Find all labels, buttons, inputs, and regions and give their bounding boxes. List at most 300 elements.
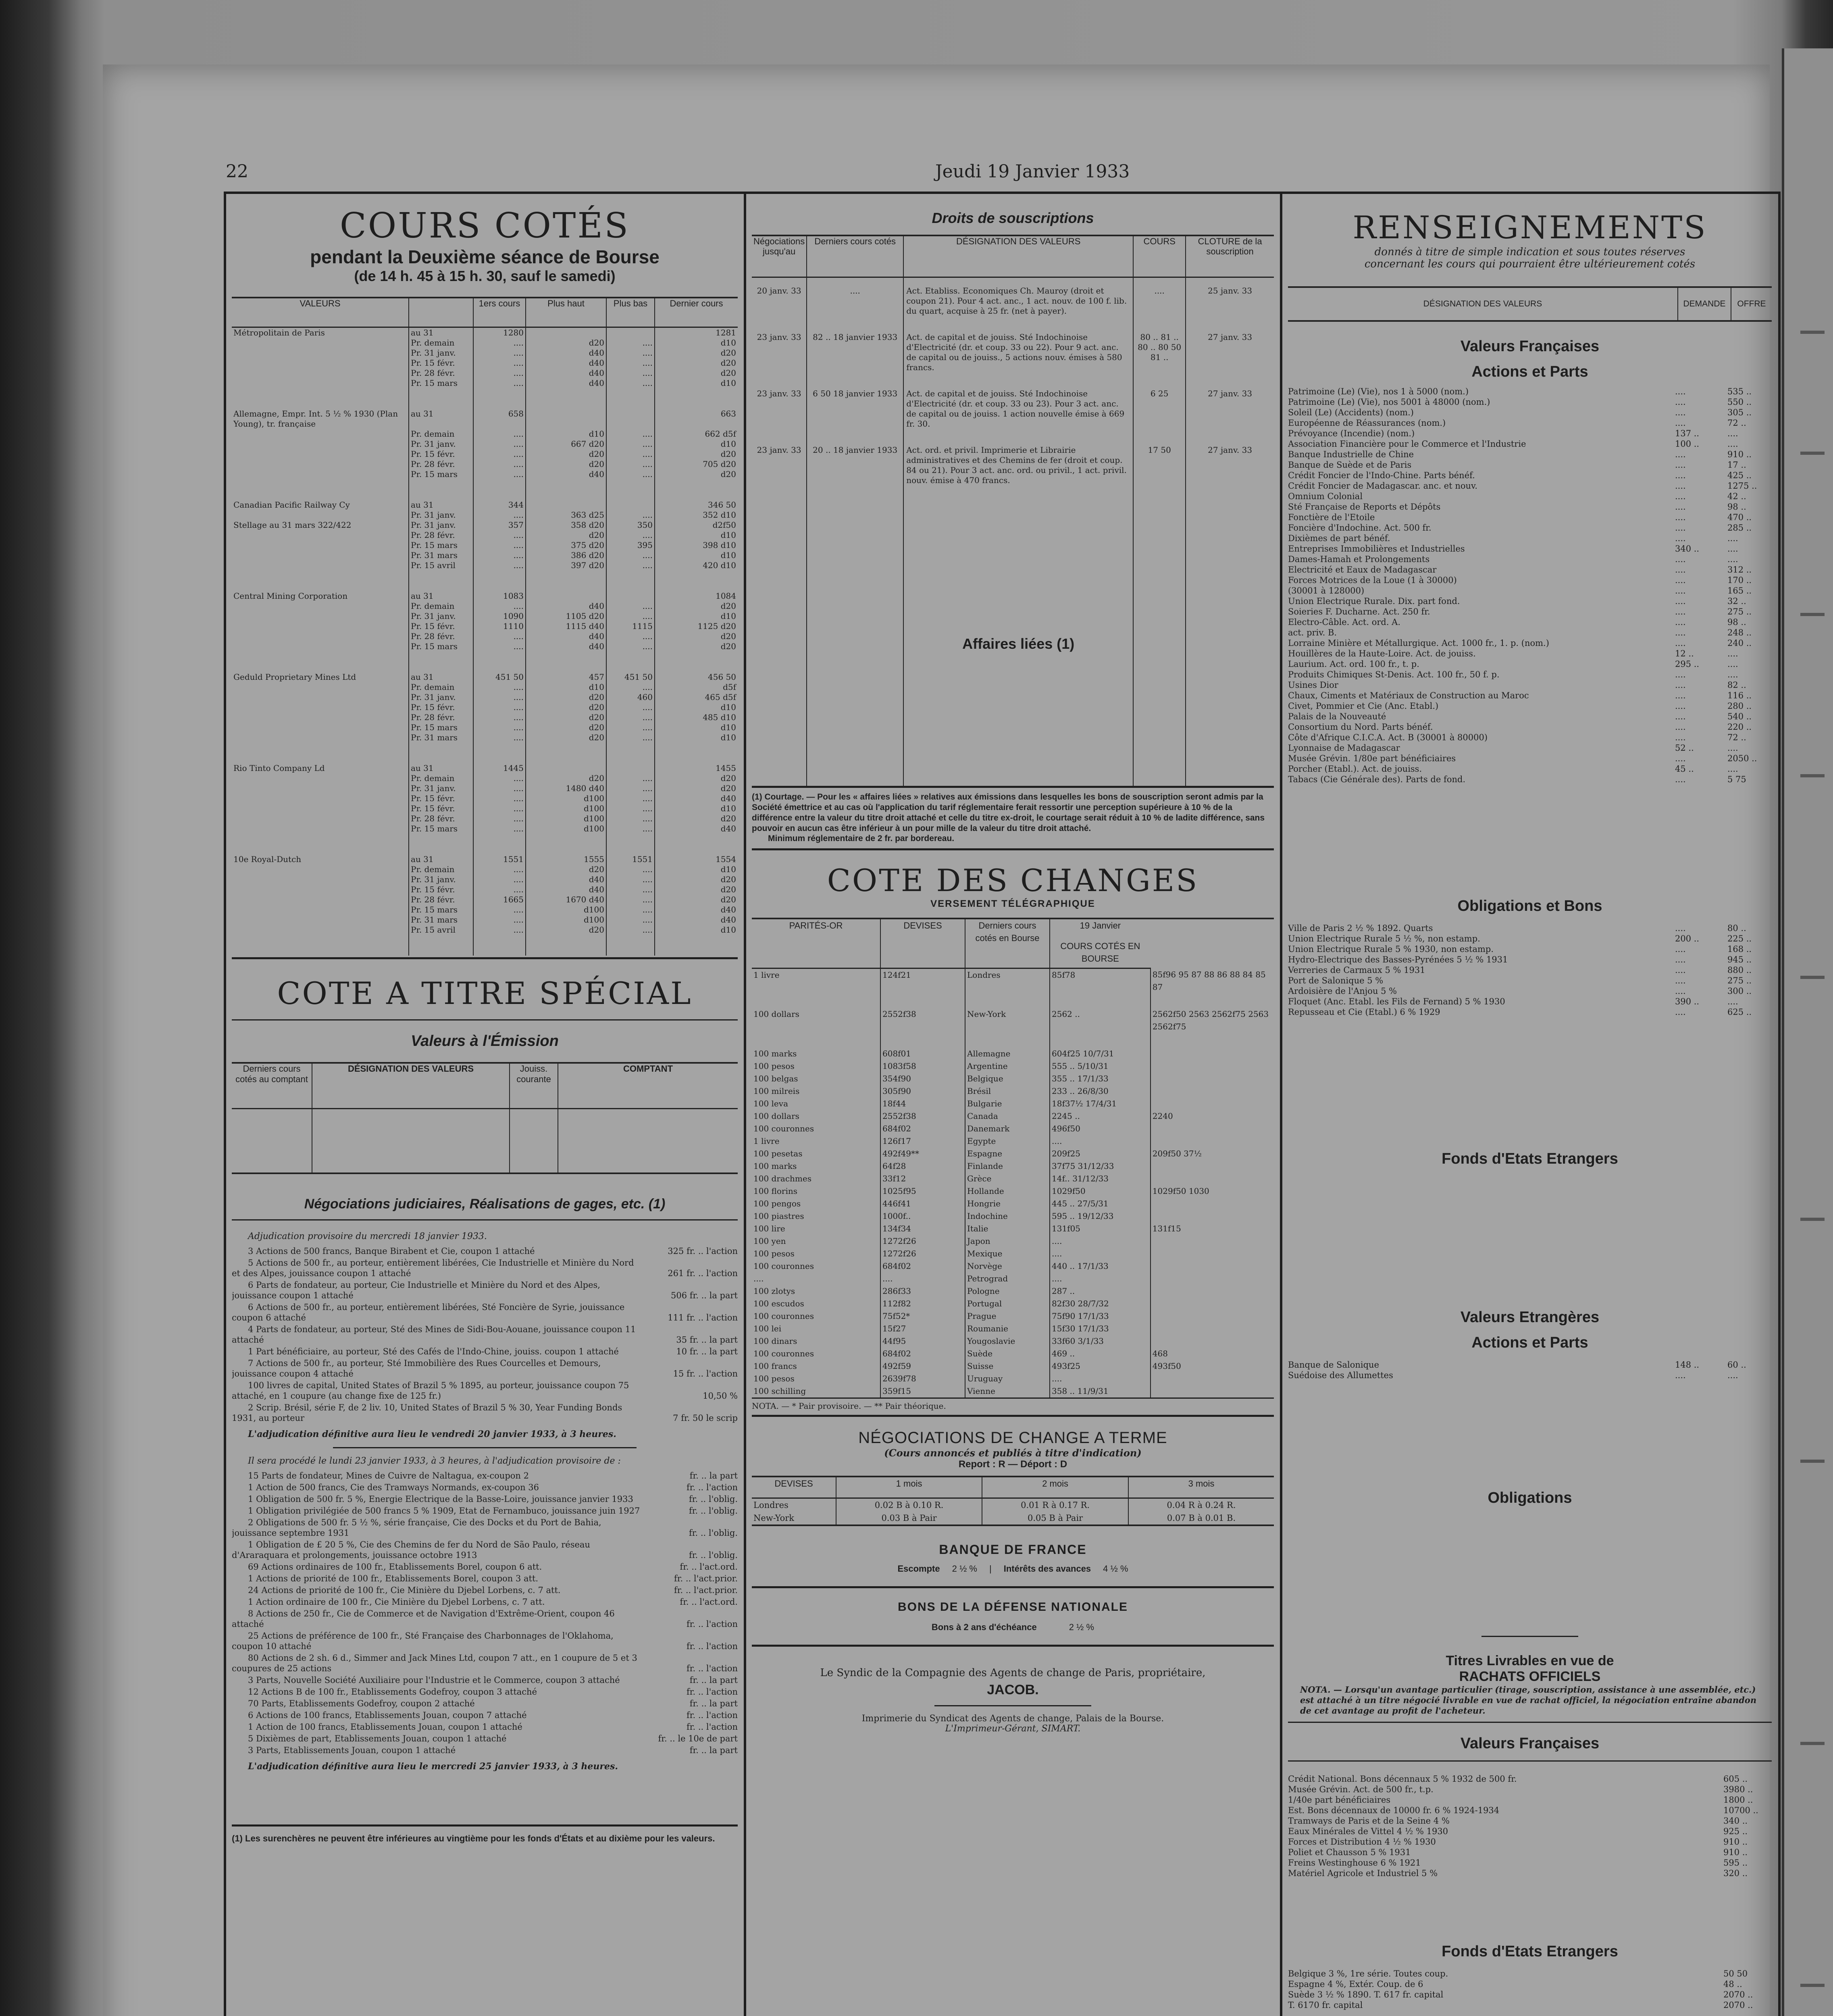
cell: 663 bbox=[655, 409, 738, 429]
list-item bbox=[232, 1358, 738, 1379]
item-text: 100 livres de capital, United States of Brazil 5 % 1895, au porteur, jouissance coupon 75 attaché, en 1 coupure (au change fixe de 125 fr.) bbox=[232, 1380, 629, 1401]
valeur-price: 45 .. bbox=[1675, 764, 1694, 774]
cell: 1083 bbox=[473, 591, 526, 601]
table-row bbox=[232, 540, 738, 550]
list-item bbox=[1288, 502, 1772, 512]
cell: .... bbox=[606, 905, 655, 915]
droits-title: Droits de souscriptions bbox=[932, 210, 1094, 226]
cell: .... bbox=[606, 793, 655, 804]
cell: .... bbox=[606, 864, 655, 875]
cell: d100 bbox=[526, 905, 606, 915]
valeur-name: Tabacs (Cie Générale des). Parts de fond. bbox=[1288, 775, 1466, 784]
cell bbox=[1151, 1285, 1274, 1297]
cell: .... bbox=[606, 895, 655, 905]
table-row bbox=[232, 520, 738, 530]
valeur-name bbox=[232, 682, 409, 692]
cell: 1272f26 bbox=[880, 1248, 965, 1260]
cell: .... bbox=[606, 611, 655, 621]
cell: .... bbox=[606, 824, 655, 838]
cell: Bulgarie bbox=[965, 1098, 1050, 1110]
valeur-name: Usines Dior bbox=[1288, 680, 1338, 690]
valeur-price: .... bbox=[1727, 997, 1738, 1006]
table-row bbox=[752, 1085, 1274, 1098]
cell: .... bbox=[473, 915, 526, 925]
renseignements-header bbox=[1288, 286, 1772, 322]
valeur-price: 390 .. bbox=[1675, 997, 1700, 1006]
cell: 667 d20 bbox=[526, 439, 606, 449]
list-item bbox=[232, 1470, 738, 1481]
cell: d40 bbox=[526, 368, 606, 378]
valeur-price: 300 .. bbox=[1727, 986, 1752, 996]
cell: 1445 bbox=[473, 763, 526, 773]
table-row bbox=[232, 631, 738, 641]
valeur-price: 98 .. bbox=[1727, 617, 1746, 627]
valeur-name: Lorraine Minière et Métallurgique. Act. 1000 fr., 1. p. (nom.) bbox=[1288, 638, 1549, 648]
table-row bbox=[232, 712, 738, 723]
syndic-line2: Imprimerie du Syndicat des Agents de change, Palais de la Bourse. bbox=[861, 1713, 1164, 1724]
cell: Pr. 15 mars bbox=[409, 723, 473, 733]
cell: .... bbox=[473, 550, 526, 560]
list-item bbox=[1288, 1837, 1772, 1847]
cell: 375 d20 bbox=[526, 540, 606, 550]
cell bbox=[606, 409, 655, 429]
cell: 286f33 bbox=[880, 1285, 965, 1297]
cell: 305f90 bbox=[880, 1085, 965, 1098]
cell: .... bbox=[606, 439, 655, 449]
col-header: DÉSIGNATION DES VALEURS bbox=[1423, 299, 1542, 308]
valeur-price: .... bbox=[1675, 450, 1686, 459]
list-item bbox=[1288, 523, 1772, 533]
list-item bbox=[232, 1302, 738, 1323]
adjudication-definitive-1: L'adjudication définitive aura lieu le vendredi 20 janvier 1933, à 3 heures. bbox=[248, 1429, 616, 1439]
table-row bbox=[232, 793, 738, 804]
column-divider bbox=[744, 194, 746, 2016]
cell: Yougoslavie bbox=[965, 1335, 1050, 1347]
table-row bbox=[232, 773, 738, 783]
cell bbox=[1151, 1073, 1274, 1085]
item-price: 10 fr. .. la part bbox=[676, 1346, 738, 1356]
table-row bbox=[752, 1148, 1274, 1160]
cell: Grèce bbox=[965, 1173, 1050, 1185]
valeur-name: Canadian Pacific Railway Cy bbox=[233, 500, 350, 510]
valeur-price: .... bbox=[1675, 1370, 1686, 1380]
valeur-name bbox=[232, 449, 409, 459]
item-price: fr. .. l'action bbox=[687, 1663, 738, 1673]
valeur-price: .... bbox=[1675, 733, 1686, 742]
cell: d10 bbox=[655, 804, 738, 814]
valeur-name: (30001 à 128000) bbox=[1288, 586, 1365, 596]
valeur-price: 625 .. bbox=[1727, 1007, 1752, 1017]
table-row bbox=[232, 621, 738, 631]
cell: 100 milreis bbox=[753, 1086, 800, 1096]
valeur-price: 320 .. bbox=[1723, 1868, 1748, 1878]
cell: 126f17 bbox=[880, 1135, 965, 1148]
valeur-price: 100 .. bbox=[1675, 439, 1700, 449]
col-header: Jouiss. courante bbox=[510, 1063, 558, 1109]
list-item bbox=[232, 1506, 738, 1516]
valeur-price: .... bbox=[1675, 554, 1686, 564]
cell: .... bbox=[473, 338, 526, 348]
cell bbox=[526, 327, 606, 338]
cell: .... bbox=[606, 459, 655, 469]
list-item bbox=[1288, 439, 1772, 449]
list-item bbox=[1288, 975, 1772, 986]
cell: Pr. 15 mars bbox=[409, 641, 473, 656]
ap-heading: Actions et Parts bbox=[1471, 363, 1588, 380]
cell: 209f25 bbox=[1050, 1148, 1151, 1160]
list-item bbox=[1288, 386, 1772, 397]
cell bbox=[1151, 1385, 1274, 1397]
cell: d40 bbox=[526, 641, 606, 656]
cell: d100 bbox=[526, 793, 606, 804]
valeur-price: .... bbox=[1675, 754, 1686, 763]
cell: 1480 d40 bbox=[526, 783, 606, 793]
list-item bbox=[1288, 669, 1772, 680]
table-row bbox=[752, 1198, 1274, 1210]
item-price: fr. .. la part bbox=[689, 1698, 738, 1708]
valeur-name: Floquet (Anc. Etabl. les Fils de Fernand) 5 % 1930 bbox=[1288, 997, 1505, 1006]
valeur-price: 425 .. bbox=[1727, 471, 1752, 480]
cell: d2f50 bbox=[655, 520, 738, 530]
cell: d40 bbox=[526, 885, 606, 895]
cell: d20 bbox=[526, 692, 606, 702]
col-header: PARITÉS-OR bbox=[752, 918, 880, 968]
avances-value: 4 ½ % bbox=[1103, 1563, 1128, 1574]
cell: New-York bbox=[753, 1513, 795, 1523]
cell: d20 bbox=[655, 631, 738, 641]
cell bbox=[1151, 1123, 1274, 1135]
valeur-name: Rio Tinto Company Ld bbox=[233, 763, 325, 773]
cell: d10 bbox=[655, 338, 738, 348]
cell: .... bbox=[473, 439, 526, 449]
valeur-name bbox=[232, 692, 409, 702]
table-row bbox=[752, 1372, 1274, 1385]
cell: 6 50 18 janvier 1933 bbox=[807, 381, 903, 437]
col-header: Négociations jusqu'au bbox=[752, 235, 807, 277]
cell: 684f02 bbox=[880, 1347, 965, 1360]
valeur-price: .... bbox=[1675, 481, 1686, 491]
cell: 357 bbox=[473, 520, 526, 530]
list-item bbox=[1288, 774, 1772, 785]
list-item bbox=[1288, 407, 1772, 418]
valeur-name: Consortium du Nord. Parts bénéf. bbox=[1288, 722, 1433, 732]
valeur-name: Repusseau et Cie (Etabl.) 6 % 1929 bbox=[1288, 1007, 1440, 1017]
table-row bbox=[752, 1235, 1274, 1248]
cell: d10 bbox=[655, 702, 738, 712]
table-row bbox=[232, 641, 738, 656]
table-row bbox=[752, 1098, 1274, 1110]
cell: 18f44 bbox=[880, 1098, 965, 1110]
cell: d40 bbox=[526, 875, 606, 885]
col-header: Dernier cours bbox=[655, 298, 738, 327]
col-header: COURS bbox=[1133, 235, 1186, 277]
cours-cotes-title: COURS COTÉS bbox=[339, 206, 630, 246]
cell: Act. de capital et de jouiss. Sté Indochinoise d'Electricité (dr. et coup. 33 ou 23). Pour 3 act. anc. de capital ou de jouiss. 1 action nouvelle émise à 669 fr. 30. bbox=[903, 381, 1133, 437]
list-item bbox=[1288, 764, 1772, 774]
cell: 100 marks bbox=[753, 1161, 797, 1171]
item-text: 6 Parts de fondateur, au porteur, Cie Industrielle et Minière du Nord et des Alpes, jouissance coupon 1 attaché bbox=[232, 1280, 600, 1300]
list-item bbox=[1288, 564, 1772, 575]
valeur-price: 72 .. bbox=[1727, 418, 1746, 428]
cell: .... bbox=[606, 925, 655, 939]
cell: d20 bbox=[526, 864, 606, 875]
valeur-name: Union Electrique Rurale 5 % 1930, non estamp. bbox=[1288, 944, 1494, 954]
item-text: 1 Action ordinaire de 100 fr., Cie Minière du Djebel Lorbens, c. 7 att. bbox=[248, 1597, 545, 1607]
cell: 75f90 17/1/33 bbox=[1050, 1310, 1151, 1322]
valeur-price: .... bbox=[1727, 544, 1738, 554]
valeur-price: 285 .. bbox=[1727, 523, 1752, 533]
valeur-name bbox=[232, 814, 409, 824]
item-price: fr. .. l'act.ord. bbox=[680, 1562, 738, 1572]
cours-cotes-table bbox=[232, 297, 738, 956]
valeur-price: 170 .. bbox=[1727, 575, 1752, 585]
cell: d100 bbox=[526, 814, 606, 824]
valeur-name bbox=[232, 338, 409, 348]
list-item bbox=[1288, 1370, 1772, 1381]
list-item bbox=[1288, 1826, 1772, 1837]
cell: .... bbox=[606, 429, 655, 439]
valeur-price: .... bbox=[1675, 408, 1686, 417]
list-item bbox=[1288, 965, 1772, 975]
cell: Pr. 31 janv. bbox=[409, 692, 473, 702]
cell: Suisse bbox=[965, 1360, 1050, 1372]
cell: 1083f58 bbox=[880, 1060, 965, 1073]
valeur-name bbox=[232, 864, 409, 875]
list-item bbox=[1288, 596, 1772, 606]
table-row bbox=[232, 601, 738, 611]
cell: Pr. 31 janv. bbox=[409, 783, 473, 793]
cell: Pr. 15 mars bbox=[409, 378, 473, 393]
col-header: CLOTURE de la souscription bbox=[1186, 235, 1274, 277]
valeur-price: .... bbox=[1675, 575, 1686, 585]
cell bbox=[1151, 1322, 1274, 1335]
cell: 608f01 bbox=[880, 1048, 965, 1060]
table-row bbox=[752, 1135, 1274, 1148]
table-row bbox=[232, 560, 738, 575]
cell: 100 marks bbox=[753, 1048, 797, 1058]
list-item bbox=[1288, 606, 1772, 617]
col-header: DEVISES bbox=[752, 1477, 836, 1498]
valeur-price: .... bbox=[1675, 775, 1686, 784]
list-item bbox=[1288, 1968, 1772, 1979]
changes-note: NOTA. — * Pair provisoire. — ** Pair théorique. bbox=[752, 1401, 946, 1411]
valeur-price: 2050 .. bbox=[1727, 754, 1757, 763]
cell: d20 bbox=[526, 459, 606, 469]
cell bbox=[1151, 1297, 1274, 1310]
valeur-price: 220 .. bbox=[1727, 722, 1752, 732]
cell: 363 d25 bbox=[526, 510, 606, 520]
col-header: OFFRE bbox=[1731, 288, 1772, 320]
list-item bbox=[1288, 617, 1772, 627]
cell: .... bbox=[1050, 1135, 1151, 1148]
cell: 420 d10 bbox=[655, 560, 738, 575]
valeur-name: Forces et Distribution 4 ½ % 1930 bbox=[1288, 1837, 1436, 1847]
valeur-price: .... bbox=[1675, 638, 1686, 648]
table-row bbox=[752, 1260, 1274, 1272]
valeur-price: 32 .. bbox=[1727, 596, 1746, 606]
valeur-price: 910 .. bbox=[1723, 1847, 1748, 1857]
cell: .... bbox=[606, 601, 655, 611]
cell: 496f50 bbox=[1050, 1123, 1151, 1135]
cell: d100 bbox=[526, 824, 606, 838]
list-item bbox=[1288, 627, 1772, 638]
cell: 100 lei bbox=[753, 1323, 782, 1333]
valeur-price: .... bbox=[1675, 1007, 1686, 1017]
item-price: fr. .. l'action bbox=[687, 1710, 738, 1720]
cell: au 31 bbox=[409, 409, 473, 429]
item-price: fr. .. l'action bbox=[687, 1687, 738, 1697]
cell: 662 d5f bbox=[655, 429, 738, 439]
terme-legend: Report : R — Déport : D bbox=[958, 1458, 1067, 1470]
terme-table bbox=[752, 1476, 1274, 1526]
negociations-footnote: (1) Les surenchères ne peuvent être inférieures au vingtième pour les fonds d'États et au dixième pour les valeurs. bbox=[232, 1833, 715, 1843]
cell: Pr. demain bbox=[409, 601, 473, 611]
valeur-price: 925 .. bbox=[1723, 1826, 1748, 1836]
valeur-name: Association Financière pour le Commerce et l'Industrie bbox=[1288, 439, 1526, 449]
cell: 100 pesos bbox=[753, 1061, 795, 1071]
table-row bbox=[752, 1310, 1274, 1322]
cell: Pr. 15 févr. bbox=[409, 449, 473, 459]
cell: Londres bbox=[965, 968, 1050, 1008]
cell bbox=[1151, 1210, 1274, 1223]
item-price: fr. .. l'oblig. bbox=[689, 1528, 738, 1538]
cell: 100 belgas bbox=[753, 1073, 798, 1083]
list-item bbox=[1288, 470, 1772, 481]
cell: .... bbox=[473, 905, 526, 915]
cell: 209f50 37½ bbox=[1151, 1148, 1274, 1160]
escompte-value: 2 ½ % bbox=[952, 1563, 977, 1574]
cell: 23 janv. 33 bbox=[757, 389, 801, 398]
cell: .... bbox=[473, 793, 526, 804]
item-text: 5 Dixièmes de part, Etablissements Jouan, coupon 1 attaché bbox=[248, 1733, 507, 1743]
item-price: 506 fr. .. la part bbox=[671, 1290, 738, 1300]
valeur-price: .... bbox=[1727, 649, 1738, 658]
cell: 395 bbox=[606, 540, 655, 550]
valeur-name bbox=[232, 540, 409, 550]
valeur-name bbox=[232, 793, 409, 804]
cell: 595 .. 19/12/33 bbox=[1050, 1210, 1151, 1223]
vf2-heading: Valeurs Françaises bbox=[1460, 1735, 1600, 1752]
list-item bbox=[1288, 1795, 1772, 1805]
cell: Pr. 15 mars bbox=[409, 905, 473, 915]
valeur-price: 2070 .. bbox=[1723, 1990, 1753, 1999]
cell: 124f21 bbox=[880, 968, 965, 1008]
rachats-list bbox=[1288, 1774, 1772, 1879]
table-row bbox=[752, 1360, 1274, 1372]
valeur-name: Suédoise des Allumettes bbox=[1288, 1370, 1393, 1380]
list-item bbox=[1288, 1979, 1772, 1989]
list-item bbox=[1288, 1360, 1772, 1370]
list-item bbox=[232, 1698, 738, 1709]
list-item bbox=[1288, 923, 1772, 933]
valeur-price: 165 .. bbox=[1727, 586, 1752, 596]
cell: 15f27 bbox=[880, 1322, 965, 1335]
cell: 1115 d40 bbox=[526, 621, 606, 631]
cell: Espagne bbox=[965, 1148, 1050, 1160]
cell: Pr. 28 févr. bbox=[409, 368, 473, 378]
valeur-name bbox=[232, 621, 409, 631]
cell: 100 pesos bbox=[753, 1373, 795, 1383]
cell bbox=[1151, 1310, 1274, 1322]
cell: .... bbox=[473, 449, 526, 459]
cell: 451 50 bbox=[606, 672, 655, 682]
cote-titre-special-title: COTE A TITRE SPÉCIAL bbox=[277, 975, 693, 1011]
valeur-name bbox=[232, 378, 409, 393]
table-row bbox=[752, 968, 1274, 1008]
valeur-price: 280 .. bbox=[1727, 701, 1752, 711]
valeur-price: 10700 .. bbox=[1723, 1806, 1758, 1815]
valeur-price: 60 .. bbox=[1727, 1360, 1746, 1370]
valeur-name: Forces Motrices de la Loue (1 à 30000) bbox=[1288, 575, 1457, 585]
table-row bbox=[752, 1512, 1274, 1525]
valeur-name bbox=[232, 773, 409, 783]
valeur-name: Dames-Hamah et Prolongements bbox=[1288, 554, 1430, 564]
table-row bbox=[752, 1322, 1274, 1335]
middle-column bbox=[752, 194, 1274, 2016]
valeur-price: 200 .. bbox=[1675, 934, 1700, 943]
cell: Pr. 28 févr. bbox=[409, 712, 473, 723]
cell: .... bbox=[473, 682, 526, 692]
cell: 100 lire bbox=[753, 1223, 785, 1233]
cell: 1555 bbox=[526, 854, 606, 864]
cell: Mexique bbox=[965, 1248, 1050, 1260]
list-item bbox=[1288, 1007, 1772, 1017]
valeur-name: Foncière d'Indochine. Act. 500 fr. bbox=[1288, 523, 1431, 533]
fee2-heading: Fonds d'Etats Etrangers bbox=[1442, 1943, 1618, 1960]
valeur-name bbox=[232, 530, 409, 540]
minimum-note: Minimum réglementaire de 2 fr. par bordereau. bbox=[768, 834, 955, 843]
table-row bbox=[752, 1160, 1274, 1173]
item-text: 2 Scrip. Brésil, série F, de 2 liv. 10, United States of Brazil 5 % 30, Year Funding Bonds 1931, au porteur bbox=[232, 1402, 622, 1423]
cell bbox=[1151, 1272, 1274, 1285]
list-item bbox=[1288, 1989, 1772, 2000]
right-column bbox=[1288, 194, 1772, 2016]
list-item bbox=[232, 1687, 738, 1697]
cell: Prague bbox=[965, 1310, 1050, 1322]
cell: 85f96 95 87 88 86 88 84 85 87 bbox=[1151, 968, 1274, 1008]
renseignements-sub2: concernant les cours qui pourraient être ultérieurement cotés bbox=[1364, 258, 1696, 270]
table-row bbox=[232, 591, 738, 601]
valeur-name: Sté Française de Reports et Dépôts bbox=[1288, 502, 1441, 512]
cell: 233 .. 26/8/30 bbox=[1050, 1085, 1151, 1098]
list-item bbox=[232, 1562, 738, 1572]
valeur-name bbox=[232, 358, 409, 368]
cell bbox=[526, 500, 606, 510]
valeur-price: .... bbox=[1675, 955, 1686, 964]
affaires-liees: Affaires liées (1) bbox=[903, 639, 1133, 649]
valeur-name bbox=[232, 925, 409, 939]
cell: .... bbox=[473, 702, 526, 712]
table-row bbox=[232, 864, 738, 875]
table-row bbox=[752, 1008, 1274, 1048]
cell: .... bbox=[473, 368, 526, 378]
list-item bbox=[232, 1246, 738, 1256]
titres-title2: RACHATS OFFICIELS bbox=[1459, 1669, 1601, 1684]
table-row bbox=[232, 702, 738, 712]
cell: 604f25 10/7/31 bbox=[1050, 1048, 1151, 1060]
cours-cotes-hours: (de 14 h. 45 à 15 h. 30, sauf le samedi) bbox=[354, 268, 616, 284]
list-item bbox=[232, 1380, 738, 1401]
cell: Egypte bbox=[965, 1135, 1050, 1148]
table-row bbox=[232, 469, 738, 484]
cell: d40 bbox=[526, 348, 606, 358]
cell: 344 bbox=[473, 500, 526, 510]
cell bbox=[1151, 1085, 1274, 1098]
cell: Pr. 31 janv. bbox=[409, 348, 473, 358]
cell bbox=[1151, 1048, 1274, 1060]
valeur-name bbox=[232, 459, 409, 469]
cell: Pr. 31 mars bbox=[409, 550, 473, 560]
